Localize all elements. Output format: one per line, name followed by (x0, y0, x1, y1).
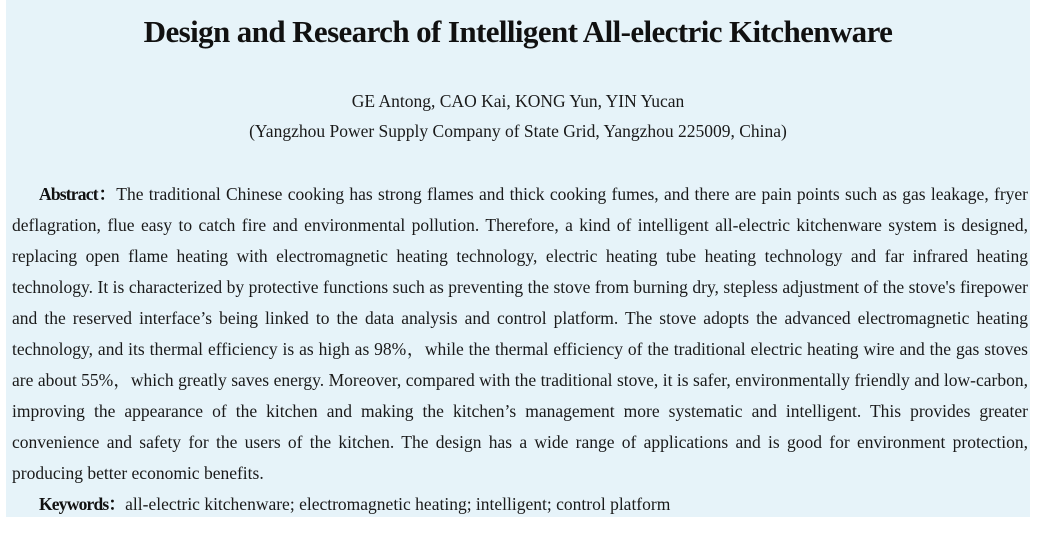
abstract-label: Abstract： (39, 184, 117, 204)
abstract-panel (6, 0, 1030, 517)
keywords-label: Keywords： (39, 494, 126, 514)
author-affiliation: (Yangzhou Power Supply Company of State Grid, Yangzhou 225009, China) (249, 121, 787, 141)
keywords-text: all-electric kitchenware; electromagnetic heating; intelligent; control platform (125, 494, 671, 514)
keywords-line (39, 489, 1029, 520)
abstract-paragraph (12, 179, 1028, 489)
paper-title: Design and Research of Intelligent All-electric Kitchenware (143, 14, 893, 49)
abstract-text: The traditional Chinese cooking has strong flames and thick cooking fumes, and there are pain points such as gas leakage, fryer deflagration, flue easy to catch fire and environmental pollution. Therefore, a kind of intelligent all-electric kitchenware system is designed, replacing open flame heating with electromagnetic heating technology, electric heating tube heating technology and far infrared heating technology. It is characterized by protective functions such as preventing the stove from burning dry, stepless adjustment of the stove's firepower and the reserved interface’s being linked to the data analysis and control platform. The stove adopts the advanced electromagnetic heating technology, and its thermal efficiency is as high as 98%，while the thermal efficiency of the traditional electric heating wire and the gas stoves are about 55%，which greatly saves energy. Moreover, compared with the traditional stove, it is safer, environmentally friendly and low-carbon, improving the appearance of the kitchen and making the kitchen’s management more systematic and intelligent. This provides greater convenience and safety for the users of the kitchen. The design has a wide range of applications and is good for environment protection, producing better economic benefits. (12, 184, 1029, 483)
author-list: GE Antong, CAO Kai, KONG Yun, YIN Yucan (351, 91, 685, 111)
